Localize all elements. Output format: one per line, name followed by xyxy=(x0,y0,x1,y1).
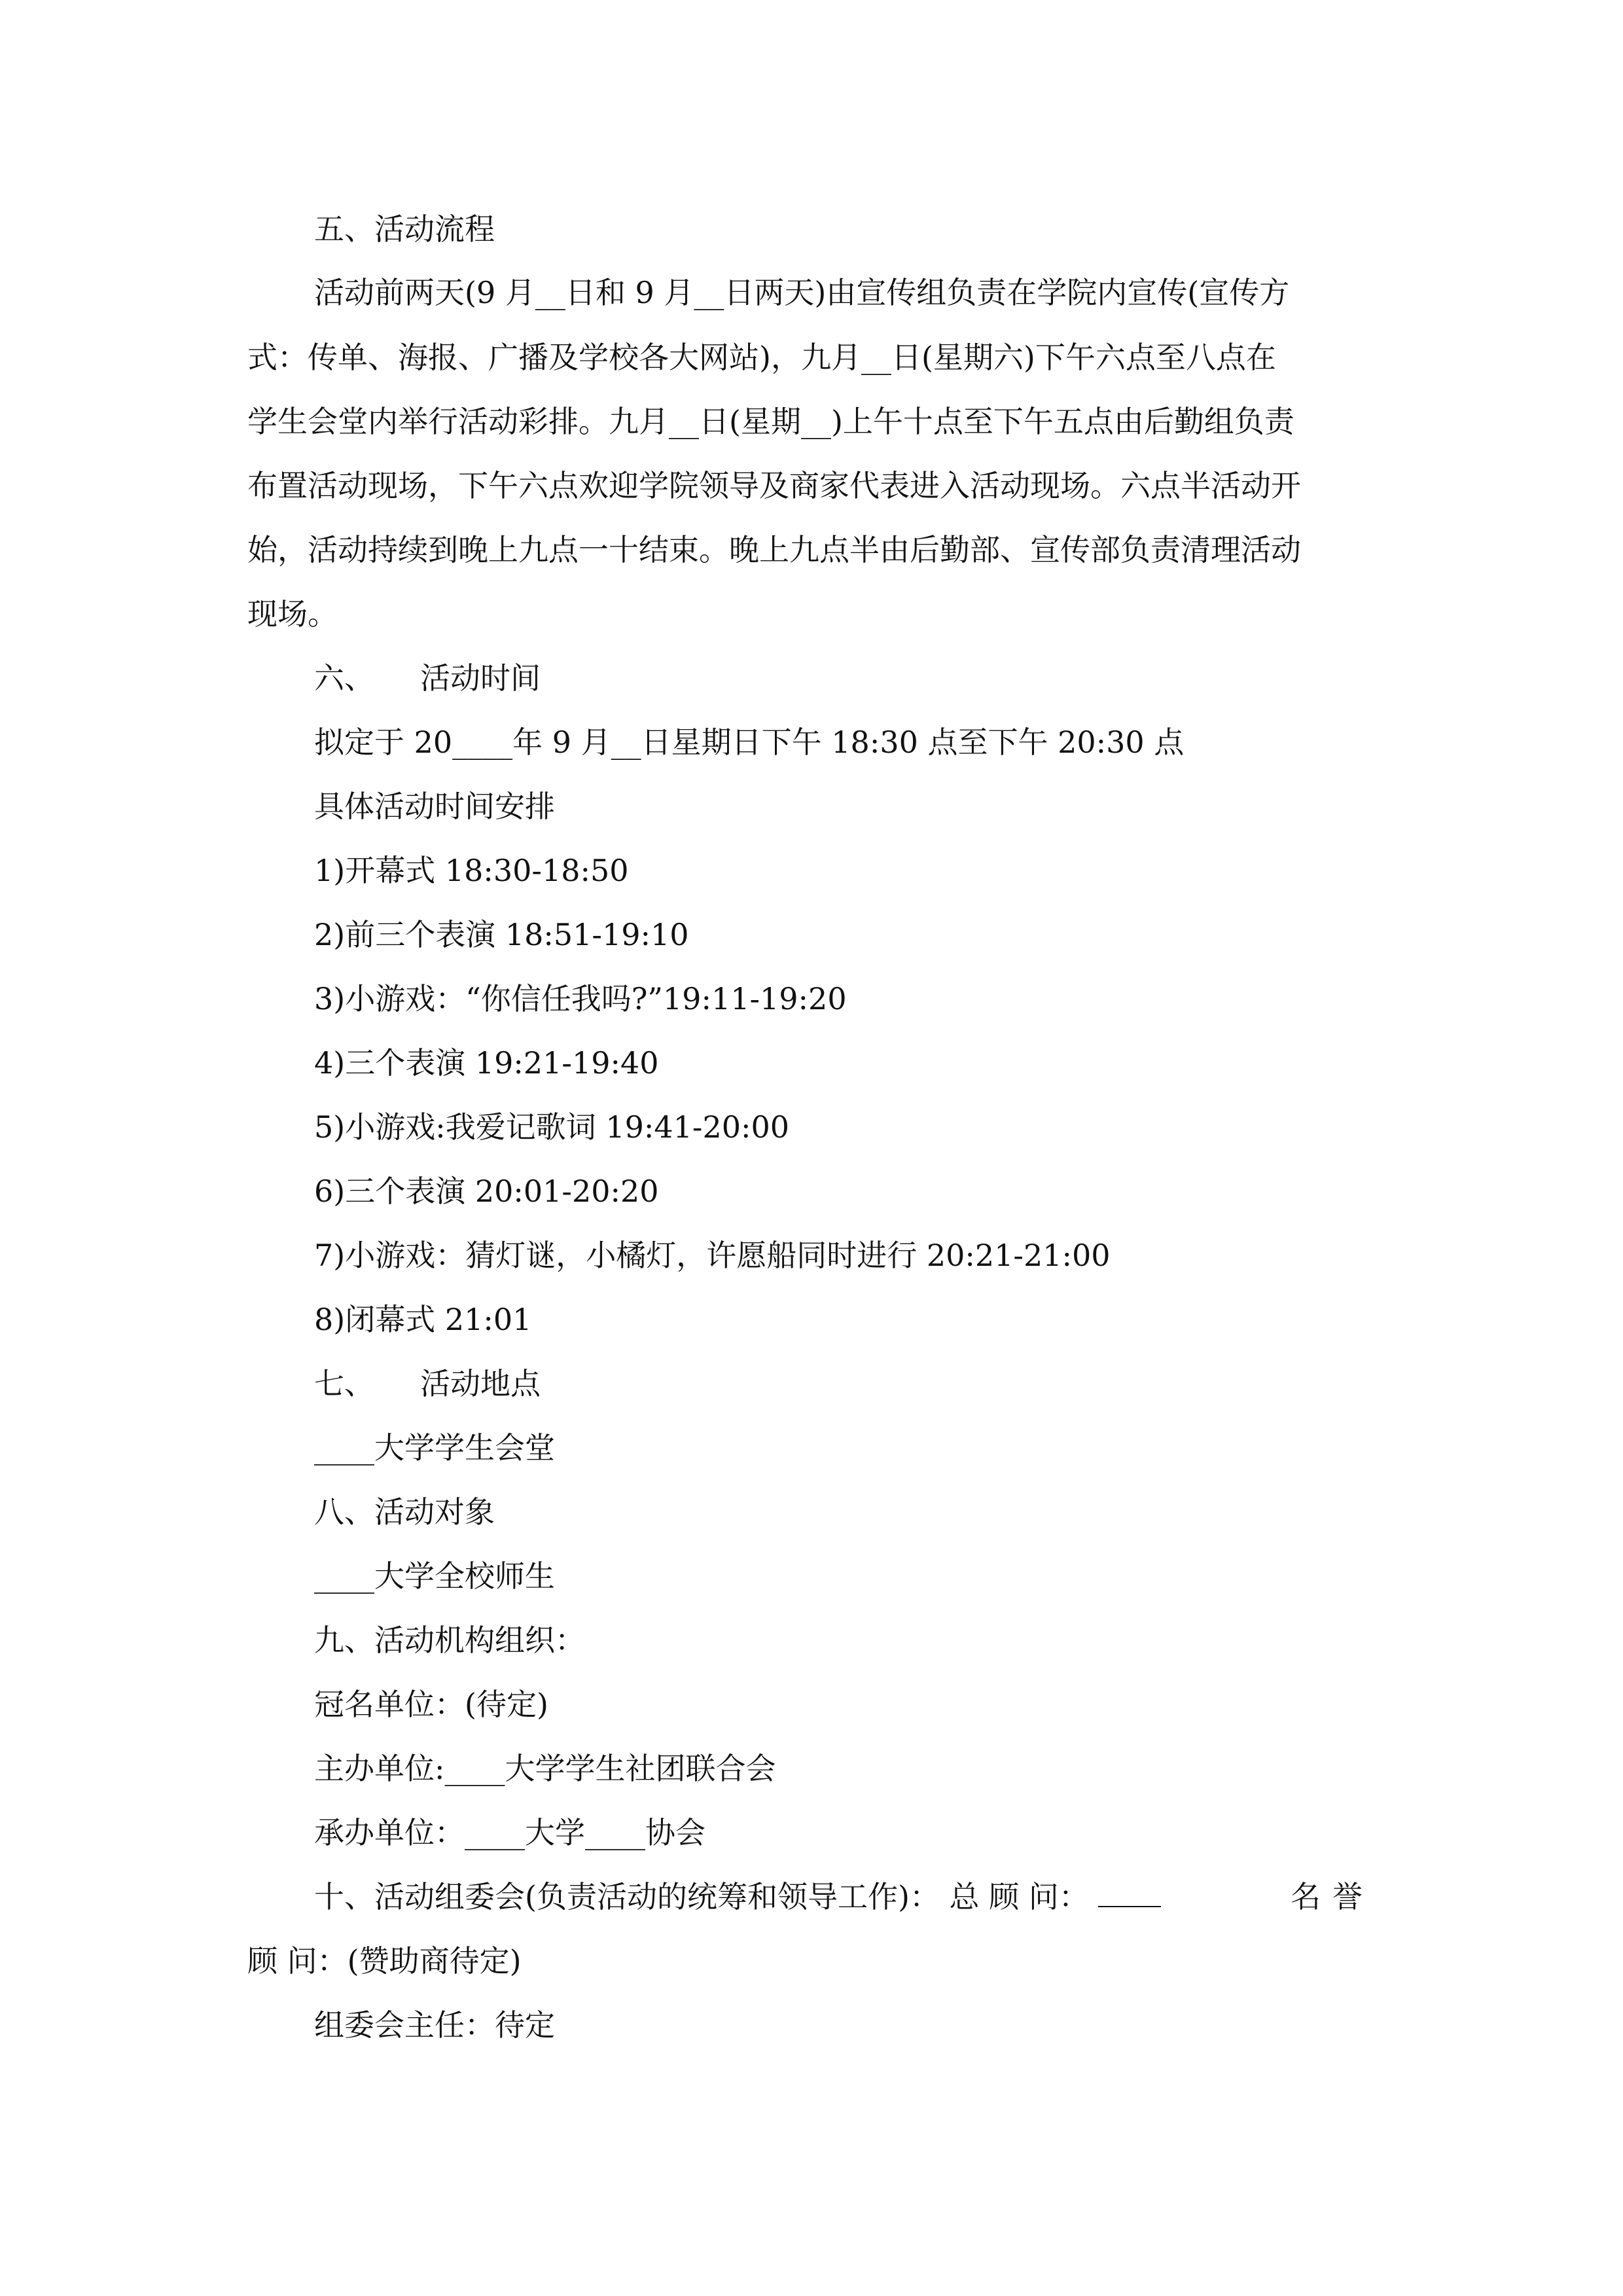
schedule-item: 2)前三个表演 18:51-19:10 xyxy=(314,917,689,952)
section-6-schedule-heading: 具体活动时间安排 xyxy=(314,789,555,824)
section-10-committee-chair: 组委会主任：待定 xyxy=(314,2007,555,2043)
section-5-heading: 五、活动流程 xyxy=(314,211,495,247)
section-10-advisor-line: 顾 问：(赞助商待定) xyxy=(247,1943,522,1979)
schedule-item: 6)三个表演 20:01-20:20 xyxy=(314,1174,659,1209)
schedule-item: 8)闭幕式 21:01 xyxy=(314,1302,532,1337)
section-7-title: 活动地点 xyxy=(420,1366,541,1401)
section-7-heading xyxy=(314,1364,541,1403)
schedule-item: 1)开幕式 18:30-18:50 xyxy=(314,853,629,888)
section-10-heading-text: 十、活动组委会(负责活动的统筹和领导工作)： 总 顾 问： xyxy=(314,1879,1089,1914)
section-5-paragraph-line-5: 始，活动持续到晚上九点一十结束。晚上九点半由后勤部、宣传部负责清理活动 xyxy=(247,532,1301,567)
section-7-venue: ____大学学生会堂 xyxy=(314,1430,555,1465)
section-9-organizer: 承办单位：____大学____协会 xyxy=(314,1815,705,1850)
chief-advisor-blank xyxy=(1098,1880,1161,1907)
schedule-item: 7)小游戏：猜灯谜，小橘灯，许愿船同时进行 20:21-21:00 xyxy=(314,1238,1111,1273)
section-9-naming-sponsor: 冠名单位：(待定) xyxy=(314,1687,548,1722)
section-5-paragraph-line-6: 现场。 xyxy=(247,596,338,632)
schedule-item: 5)小游戏:我爱记歌词 19:41-20:00 xyxy=(314,1109,790,1145)
schedule-item: 4)三个表演 19:21-19:40 xyxy=(314,1045,659,1081)
section-6-title: 活动时间 xyxy=(420,660,541,696)
schedule-item: 3)小游戏：“你信任我吗?”19:11-19:20 xyxy=(314,981,847,1016)
section-9-heading: 九、活动机构组织： xyxy=(314,1623,585,1658)
section-6-planned-time: 拟定于 20____年 9 月__日星期日下午 18:30 点至下午 20:30 点 xyxy=(314,725,1185,760)
section-9-host: 主办单位:____大学学生社团联合会 xyxy=(314,1751,776,1786)
honorary-label: 名誉 xyxy=(1291,1879,1374,1914)
section-5-paragraph-line-3: 学生会堂内举行活动彩排。九月__日(星期__)上午十点至下午五点由后勤组负责 xyxy=(247,404,1294,439)
section-8-audience: ____大学全校师生 xyxy=(314,1558,555,1594)
section-8-heading: 八、活动对象 xyxy=(314,1494,495,1530)
section-5-paragraph-line-2: 式：传单、海报、广播及学校各大网站)，九月__日(星期六)下午六点至八点在 xyxy=(247,340,1276,375)
section-10-heading-line xyxy=(314,1877,1374,1916)
section-5-paragraph-line-1: 活动前两天(9 月__日和 9 月__日两天)由宣传组负责在学院内宣传(宣传方 xyxy=(314,275,1290,310)
section-7-number: 七、 xyxy=(314,1366,374,1401)
section-6-heading xyxy=(314,658,541,698)
section-5-paragraph-line-4: 布置活动现场，下午六点欢迎学院领导及商家代表进入活动现场。六点半活动开 xyxy=(247,468,1301,503)
section-6-number: 六、 xyxy=(314,660,374,696)
